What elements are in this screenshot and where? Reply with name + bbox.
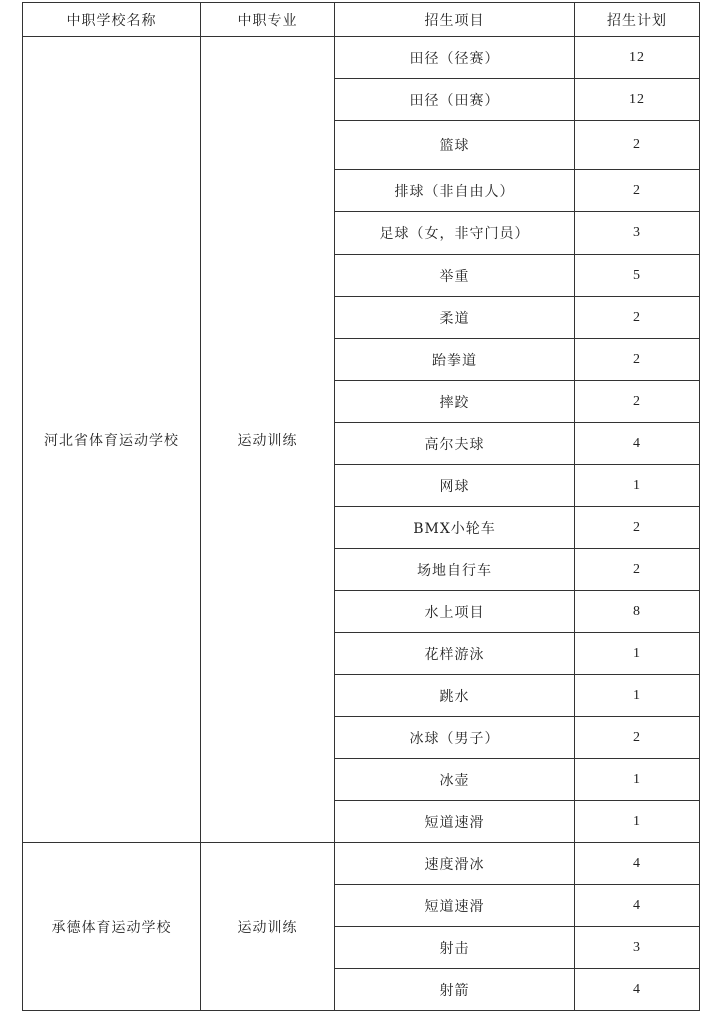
major-cell: 运动训练 xyxy=(201,843,335,1011)
plan-cell: 2 xyxy=(575,717,700,759)
project-cell: 场地自行车 xyxy=(335,549,575,591)
plan-cell: 2 xyxy=(575,507,700,549)
project-cell: 排球（非自由人） xyxy=(335,170,575,212)
plan-cell: 8 xyxy=(575,591,700,633)
project-cell: 摔跤 xyxy=(335,381,575,423)
plan-cell: 3 xyxy=(575,927,700,969)
project-cell: 高尔夫球 xyxy=(335,423,575,465)
project-cell: 网球 xyxy=(335,465,575,507)
plan-cell: 2 xyxy=(575,339,700,381)
project-cell: 冰壶 xyxy=(335,759,575,801)
header-plan: 招生计划 xyxy=(575,3,700,37)
plan-cell: 2 xyxy=(575,170,700,212)
project-cell: 举重 xyxy=(335,255,575,297)
plan-cell: 12 xyxy=(575,79,700,121)
project-cell: 射击 xyxy=(335,927,575,969)
header-school: 中职学校名称 xyxy=(23,3,201,37)
plan-cell: 12 xyxy=(575,37,700,79)
major-cell: 运动训练 xyxy=(201,37,335,843)
project-cell: 水上项目 xyxy=(335,591,575,633)
plan-cell: 4 xyxy=(575,969,700,1011)
plan-cell: 4 xyxy=(575,423,700,465)
plan-cell: 2 xyxy=(575,549,700,591)
project-cell: 田径（田赛） xyxy=(335,79,575,121)
header-project: 招生项目 xyxy=(335,3,575,37)
school-name-cell: 河北省体育运动学校 xyxy=(23,37,201,843)
project-cell: 篮球 xyxy=(335,121,575,170)
project-cell: 田径（径赛） xyxy=(335,37,575,79)
project-cell: 跳水 xyxy=(335,675,575,717)
project-cell: 柔道 xyxy=(335,297,575,339)
project-cell: 射箭 xyxy=(335,969,575,1011)
header-row xyxy=(23,3,700,37)
plan-cell: 2 xyxy=(575,297,700,339)
plan-cell: 4 xyxy=(575,843,700,885)
project-cell: 短道速滑 xyxy=(335,801,575,843)
project-cell: 冰球（男子） xyxy=(335,717,575,759)
plan-cell: 2 xyxy=(575,381,700,423)
enrollment-table xyxy=(22,2,700,1011)
school-name-cell: 承德体育运动学校 xyxy=(23,843,201,1011)
project-cell: 速度滑冰 xyxy=(335,843,575,885)
table-row xyxy=(23,37,700,79)
project-cell: 足球（女，非守门员） xyxy=(335,212,575,255)
plan-cell: 2 xyxy=(575,121,700,170)
plan-cell: 1 xyxy=(575,759,700,801)
plan-cell: 1 xyxy=(575,465,700,507)
project-cell: 短道速滑 xyxy=(335,885,575,927)
plan-cell: 1 xyxy=(575,675,700,717)
project-cell: 花样游泳 xyxy=(335,633,575,675)
project-cell: 跆拳道 xyxy=(335,339,575,381)
plan-cell: 1 xyxy=(575,633,700,675)
table-header xyxy=(23,3,700,37)
header-major: 中职专业 xyxy=(201,3,335,37)
project-cell: BMX小轮车 xyxy=(335,507,575,549)
table-body xyxy=(23,37,700,1011)
plan-cell: 4 xyxy=(575,885,700,927)
plan-cell: 3 xyxy=(575,212,700,255)
table-row xyxy=(23,843,700,885)
plan-cell: 5 xyxy=(575,255,700,297)
plan-cell: 1 xyxy=(575,801,700,843)
